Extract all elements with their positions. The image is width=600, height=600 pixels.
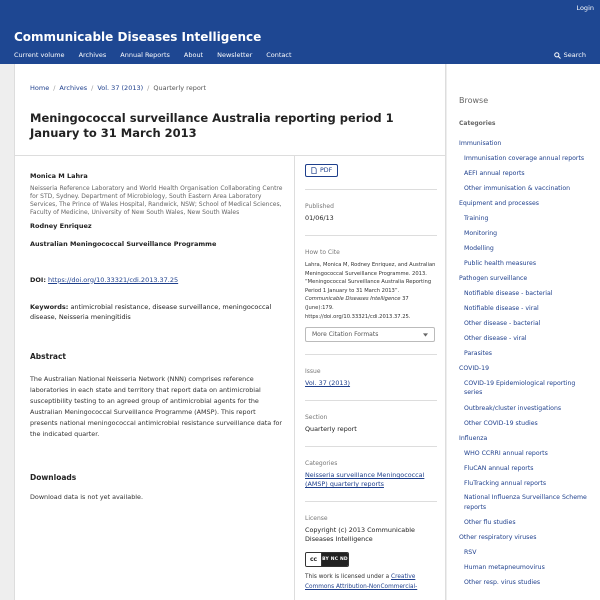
search-icon bbox=[554, 52, 561, 59]
divider bbox=[305, 354, 437, 355]
cc-license-badge[interactable] bbox=[305, 552, 349, 567]
main-nav bbox=[14, 51, 292, 59]
citation-main: Lahra, Monica M, Rodney Enriquez, and Australian Meningococcal Surveillance Programme. 2013. “Meningococcal Surveillance Australia Reporting Period 1 January to 31 March 2013”. bbox=[305, 262, 436, 294]
author-name: Monica M Lahra bbox=[30, 172, 88, 180]
license-text-prefix: This work is licensed under a bbox=[305, 574, 390, 581]
sidebar-subcategory[interactable]: Modelling bbox=[464, 245, 494, 252]
keywords-label: Keywords: bbox=[30, 303, 69, 312]
sidebar-subcategory[interactable]: COVID-19 Epidemiological reporting series bbox=[464, 379, 576, 396]
citation-tail: 37 (June):179. https://doi.org/10.33321/cdi.2013.37.25. bbox=[305, 296, 411, 320]
downloads-heading: Downloads bbox=[30, 472, 77, 482]
sidebar-subcategory[interactable]: National Influenza Surveillance Scheme reports bbox=[464, 494, 587, 511]
citation-text bbox=[305, 261, 437, 321]
divider bbox=[305, 189, 437, 190]
article-panel bbox=[14, 64, 446, 600]
sidebar-subcategory[interactable]: Other disease - bacterial bbox=[464, 320, 541, 327]
nav-current-volume[interactable]: Current volume bbox=[14, 51, 65, 59]
sidebar-category[interactable]: Equipment and processes bbox=[459, 200, 539, 207]
divider bbox=[305, 235, 437, 236]
nav-about[interactable]: About bbox=[183, 51, 204, 59]
divider bbox=[305, 400, 437, 401]
issue-link[interactable]: Vol. 37 (2013) bbox=[305, 379, 351, 388]
author-name: Australian Meningococcal Surveillance Programme bbox=[30, 240, 217, 248]
sidebar-subcategory[interactable]: AEFI annual reports bbox=[464, 170, 525, 177]
site-title[interactable]: Communicable Diseases Intelligence bbox=[14, 30, 262, 44]
search-button[interactable] bbox=[554, 51, 586, 59]
nav-contact[interactable]: Contact bbox=[266, 51, 292, 59]
keywords-row bbox=[30, 302, 285, 322]
article-details-column bbox=[305, 164, 437, 592]
sidebar-subcategory[interactable]: RSV bbox=[464, 549, 477, 556]
divider bbox=[15, 155, 445, 156]
published-value: 01/06/13 bbox=[305, 214, 334, 222]
sidebar-subcategory[interactable]: WHO CCRRI annual reports bbox=[464, 449, 548, 457]
sidebar-subcategory[interactable]: Immunisation coverage annual reports bbox=[464, 154, 585, 162]
divider bbox=[305, 446, 437, 447]
sidebar-category[interactable]: Other respiratory viruses bbox=[459, 534, 537, 541]
category-tree bbox=[459, 136, 595, 590]
abstract-text: The Australian National Neisseria Network (NNN) comprises reference laboratories in each state and territory that report data on antimicrobial susceptibility testing to an agreed group of antimicrobial agents for the Australian Meningococcal Surveillance Programme (AMSP). This report presents national meningococcal antimicrobial resistance surveillance data for the indicated quarter. bbox=[30, 374, 282, 438]
author-affiliation: Neisseria Reference Laboratory and World Health Organisation Collaborating Centre for STD, Sydney. Department of Microbiology, South Eastern Area Laboratory Services, The Prince of Wales Hospital, Randwick, NSW; School of Medical Sciences, Faculty of Medicine, University of New South Wales, New South Wales bbox=[30, 184, 283, 217]
author-name: Rodney Enriquez bbox=[30, 222, 92, 231]
breadcrumb-separator: / bbox=[91, 84, 94, 92]
sidebar-subcategory[interactable]: FluCAN annual reports bbox=[464, 464, 534, 472]
sidebar-subcategory[interactable]: Other resp. virus studies bbox=[464, 579, 541, 586]
citation-formats-dropdown[interactable] bbox=[305, 327, 435, 342]
doi-label: DOI: bbox=[30, 275, 46, 284]
breadcrumb bbox=[30, 84, 206, 92]
file-icon bbox=[311, 167, 317, 174]
license-label: License bbox=[305, 515, 328, 523]
categories-label: Categories bbox=[305, 460, 338, 468]
issue-label: Issue bbox=[305, 368, 321, 376]
sidebar-category[interactable]: COVID-19 bbox=[459, 365, 490, 372]
sidebar-category[interactable]: Immunisation bbox=[459, 140, 502, 147]
nav-newsletter[interactable]: Newsletter bbox=[217, 51, 253, 59]
published-label: Published bbox=[305, 203, 334, 210]
divider bbox=[305, 501, 437, 502]
breadcrumb-separator: / bbox=[53, 84, 56, 92]
sidebar bbox=[447, 64, 600, 600]
sidebar-subcategory[interactable]: FluTracking annual reports bbox=[464, 479, 547, 487]
breadcrumb-current: Quarterly report bbox=[153, 84, 207, 92]
breadcrumb-home[interactable]: Home bbox=[30, 84, 50, 92]
sidebar-subcategory[interactable]: Outbreak/cluster investigations bbox=[464, 404, 562, 412]
breadcrumb-separator: / bbox=[147, 84, 150, 92]
sidebar-subcategory[interactable]: Training bbox=[464, 215, 489, 222]
sidebar-subcategory[interactable]: Public health measures bbox=[464, 260, 537, 267]
categories-heading: Categories bbox=[459, 120, 496, 127]
doi-row bbox=[30, 276, 285, 286]
page-title: Meningococcal surveillance Australia reporting period 1 January to 31 March 2013 bbox=[30, 111, 394, 140]
pdf-label: PDF bbox=[320, 167, 333, 174]
sidebar-subcategory[interactable]: Other COVID-19 studies bbox=[464, 419, 538, 427]
doi-link[interactable]: https://doi.org/10.33321/cdi.2013.37.25 bbox=[48, 275, 179, 284]
license-text bbox=[305, 572, 437, 592]
site-header bbox=[0, 0, 600, 64]
section-value: Quarterly report bbox=[305, 425, 357, 434]
sidebar-subcategory[interactable]: Parasites bbox=[464, 350, 492, 357]
browse-heading: Browse bbox=[459, 96, 489, 105]
column-divider bbox=[294, 156, 295, 600]
sidebar-subcategory[interactable]: Notifiable disease - viral bbox=[464, 305, 539, 312]
sidebar-subcategory[interactable]: Notifiable disease - bacterial bbox=[464, 290, 553, 297]
keywords-value: antimicrobial resistance, disease surveillance, meningococcal disease, Neisseria meningitidis bbox=[30, 303, 272, 322]
breadcrumb-volume[interactable]: Vol. 37 (2013) bbox=[97, 84, 144, 92]
chevron-down-icon bbox=[423, 333, 428, 337]
citation-journal: Communicable Diseases Intelligence bbox=[305, 296, 401, 303]
cc-terms: BY NC ND bbox=[322, 553, 348, 566]
sidebar-subcategory[interactable]: Other flu studies bbox=[464, 519, 516, 526]
sidebar-category[interactable]: Influenza bbox=[459, 434, 488, 442]
pdf-button[interactable] bbox=[305, 164, 338, 177]
sidebar-subcategory[interactable]: Monitoring bbox=[464, 230, 498, 237]
license-copyright: Copyright (c) 2013 Communicable Diseases Intelligence bbox=[305, 526, 415, 544]
license-link[interactable]: Creative Commons Attribution-NonCommercial- bbox=[305, 574, 418, 591]
breadcrumb-archives[interactable]: Archives bbox=[59, 84, 88, 92]
sidebar-subcategory[interactable]: Human metapneumovirus bbox=[464, 564, 545, 571]
category-link[interactable]: Neisseria surveillance Meningococcal (AMSP) quarterly reports bbox=[305, 471, 425, 489]
citation-formats-label: More Citation Formats bbox=[312, 331, 379, 339]
login-link[interactable]: Login bbox=[576, 4, 594, 12]
sidebar-subcategory[interactable]: Other immunisation & vaccination bbox=[464, 185, 571, 192]
cc-icon: cc bbox=[306, 553, 322, 566]
sidebar-subcategory[interactable]: Other disease - viral bbox=[464, 335, 527, 342]
search-label: Search bbox=[563, 51, 586, 59]
nav-archives[interactable]: Archives bbox=[78, 51, 107, 59]
abstract-heading: Abstract bbox=[30, 352, 67, 362]
sidebar-category[interactable]: Pathogen surveillance bbox=[459, 275, 528, 282]
nav-annual-reports[interactable]: Annual Reports bbox=[120, 51, 170, 59]
section-label: Section bbox=[305, 414, 328, 422]
cite-label: How to Cite bbox=[305, 249, 340, 256]
article-main-column bbox=[30, 172, 285, 503]
downloads-text: Download data is not yet available. bbox=[30, 493, 143, 502]
